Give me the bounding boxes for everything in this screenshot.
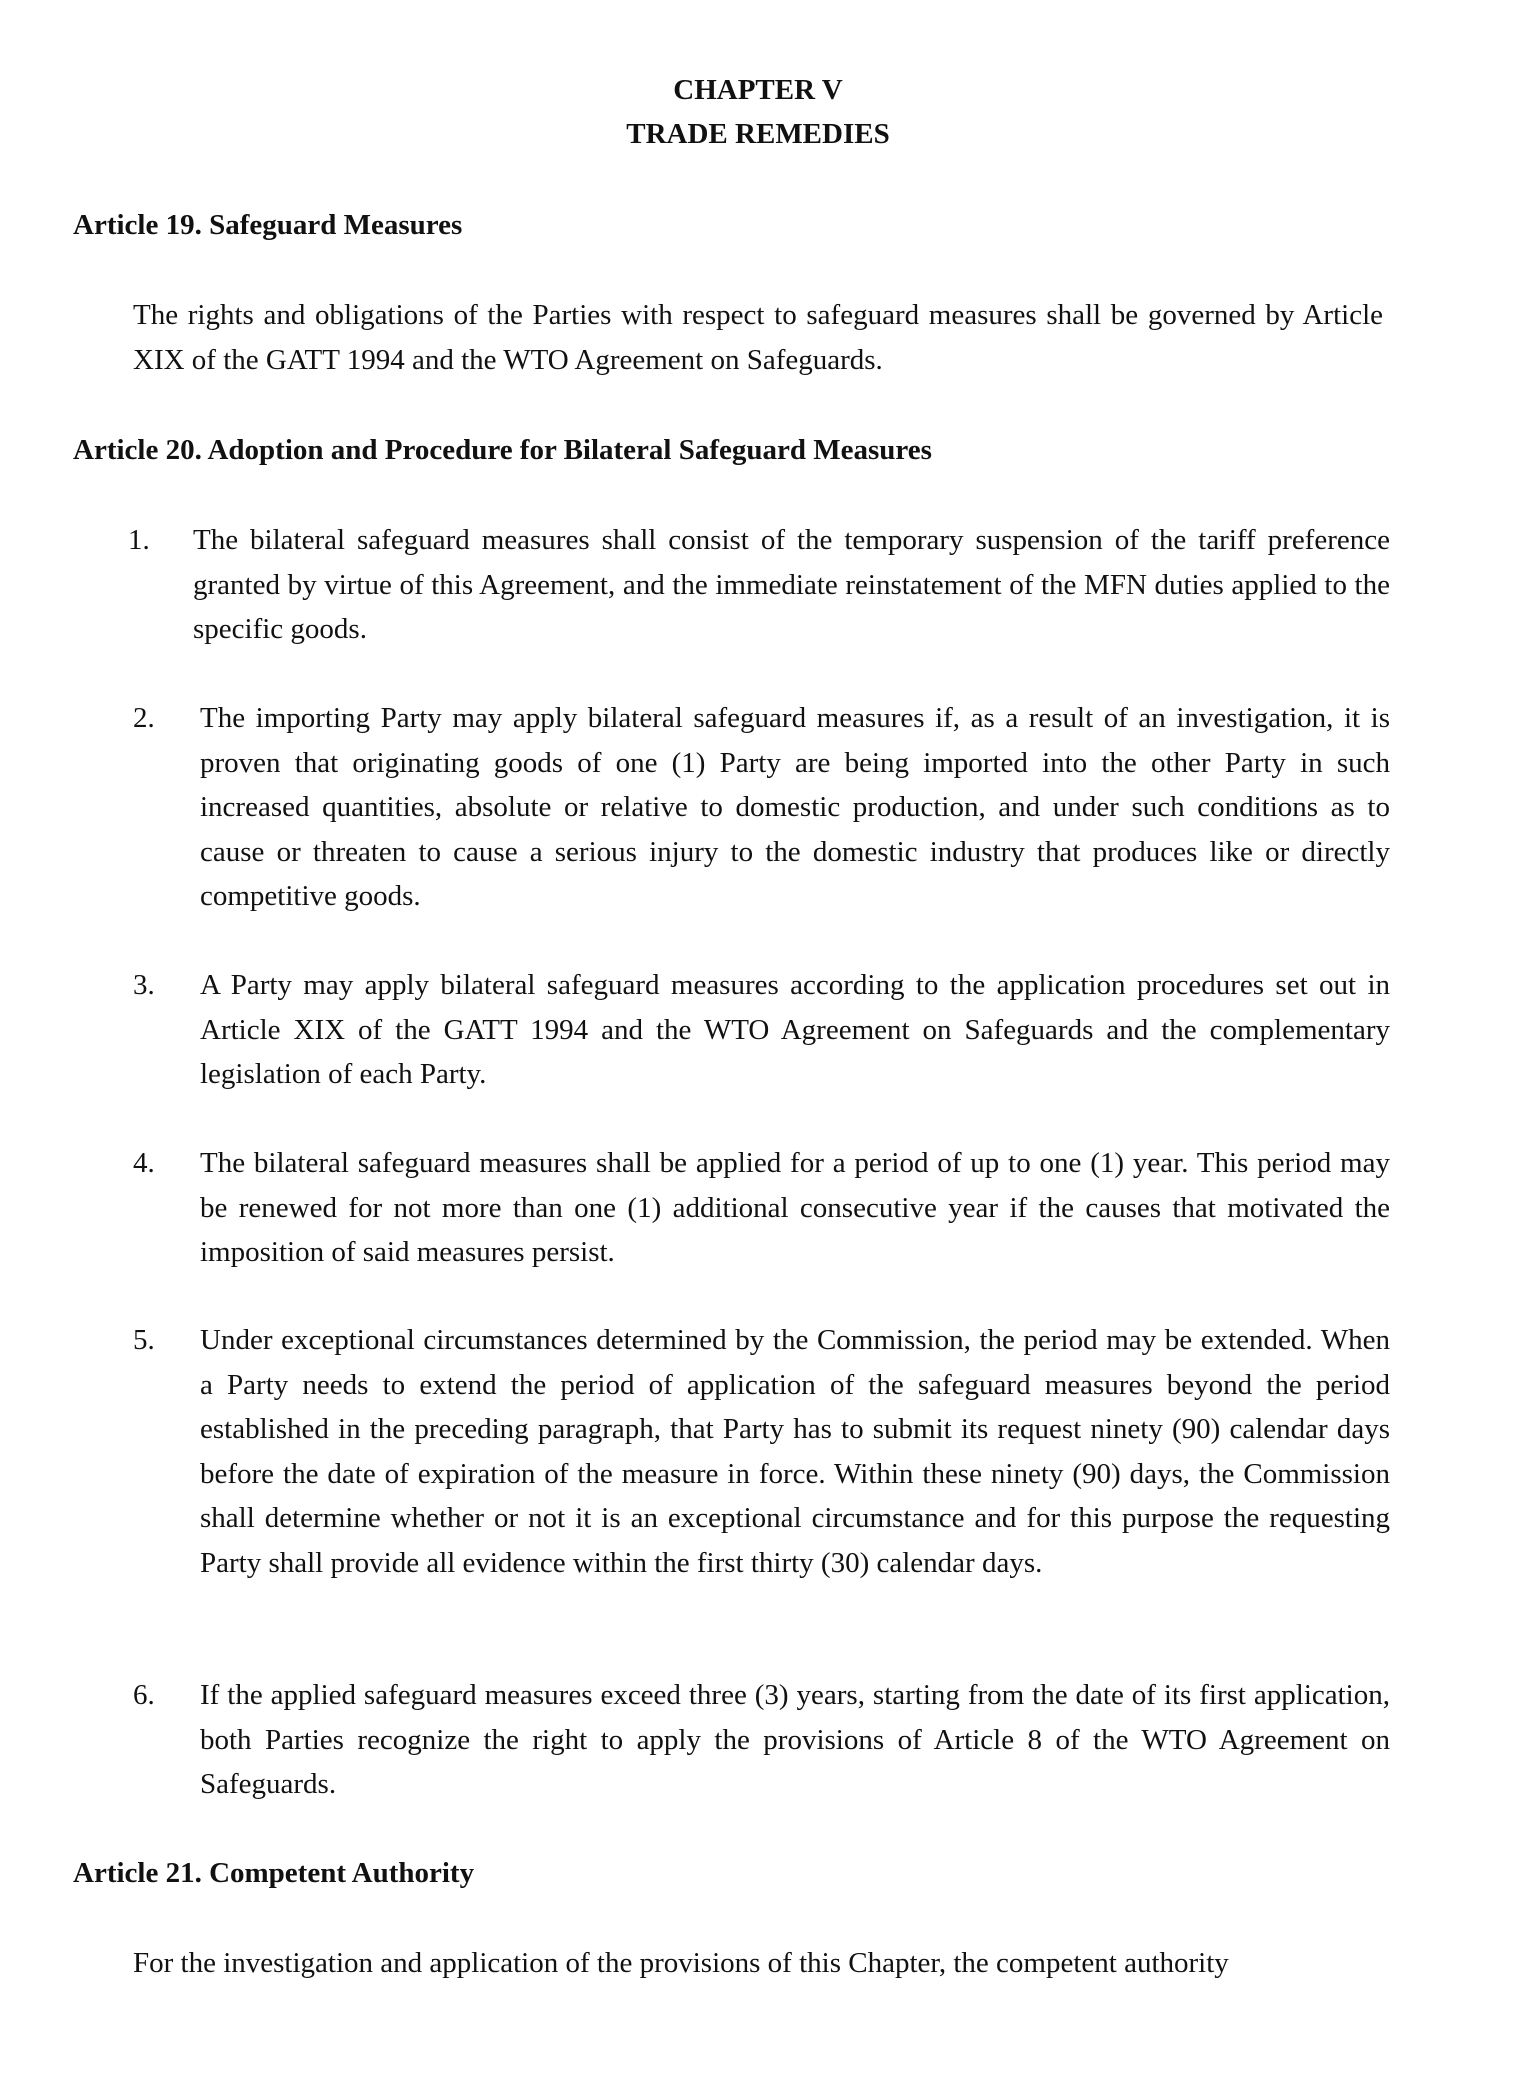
item-text: The importing Party may apply bilateral safeguard measures if, as a result of an investigation, it is proven that originating goods of one (1) Party are being imported into the other Party in such increased quantities, absolute or relative to domestic production, and under such conditions as to cause or threaten to cause a serious injury to the domestic industry that produces like or directly competitive goods. [200, 702, 1390, 912]
article-21-heading: Article 21. Competent Authority [73, 1857, 475, 1889]
item-text: Under exceptional circumstances determined by the Commission, the period may be extended. When a Party needs to extend the period of application of the safeguard measures beyond the period established in the preceding paragraph, that Party has to submit its request ninety (90) calendar days before the date of expiration of the measure in force. Within these ninety (90) days, the Commission shall determine whether or not it is an exceptional circumstance and for this purpose the requesting Party shall provide all evidence within the first thirty (30) calendar days. [200, 1324, 1390, 1579]
item-number: 5. [133, 1324, 155, 1356]
article-19-body: The rights and obligations of the Parties with respect to safeguard measures shall be governed by Article XIX of the GATT 1994 and the WTO Agreement on Safeguards. [133, 299, 1383, 376]
article-21-body: For the investigation and application of the provisions of this Chapter, the competent authority [133, 1947, 1229, 1979]
item-number: 2. [133, 702, 155, 734]
item-number: 4. [133, 1147, 155, 1179]
item-number: 1. [128, 524, 150, 556]
chapter-number: CHAPTER V [673, 74, 843, 106]
article-20-heading: Article 20. Adoption and Procedure for Bilateral Safeguard Measures [73, 434, 932, 466]
item-number: 3. [133, 969, 155, 1001]
item-number: 6. [133, 1679, 155, 1711]
chapter-heading [0, 68, 1516, 156]
item-text: The bilateral safeguard measures shall consist of the temporary suspension of the tariff preference granted by virtue of this Agreement, and the immediate reinstatement of the MFN duties applied to the specific goods. [193, 524, 1390, 645]
item-text: The bilateral safeguard measures shall be applied for a period of up to one (1) year. This period may be renewed for not more than one (1) additional consecutive year if the causes that motivated the imposition of said measures persist. [200, 1147, 1390, 1268]
chapter-title: TRADE REMEDIES [626, 118, 890, 150]
item-text: A Party may apply bilateral safeguard measures according to the application procedures set out in Article XIX of the GATT 1994 and the WTO Agreement on Safeguards and the complementary legislation of each Party. [200, 969, 1390, 1090]
item-text: If the applied safeguard measures exceed three (3) years, starting from the date of its first application, both Parties recognize the right to apply the provisions of Article 8 of the WTO Agreement on Safeguards. [200, 1679, 1390, 1800]
article-19-heading: Article 19. Safeguard Measures [73, 209, 463, 241]
